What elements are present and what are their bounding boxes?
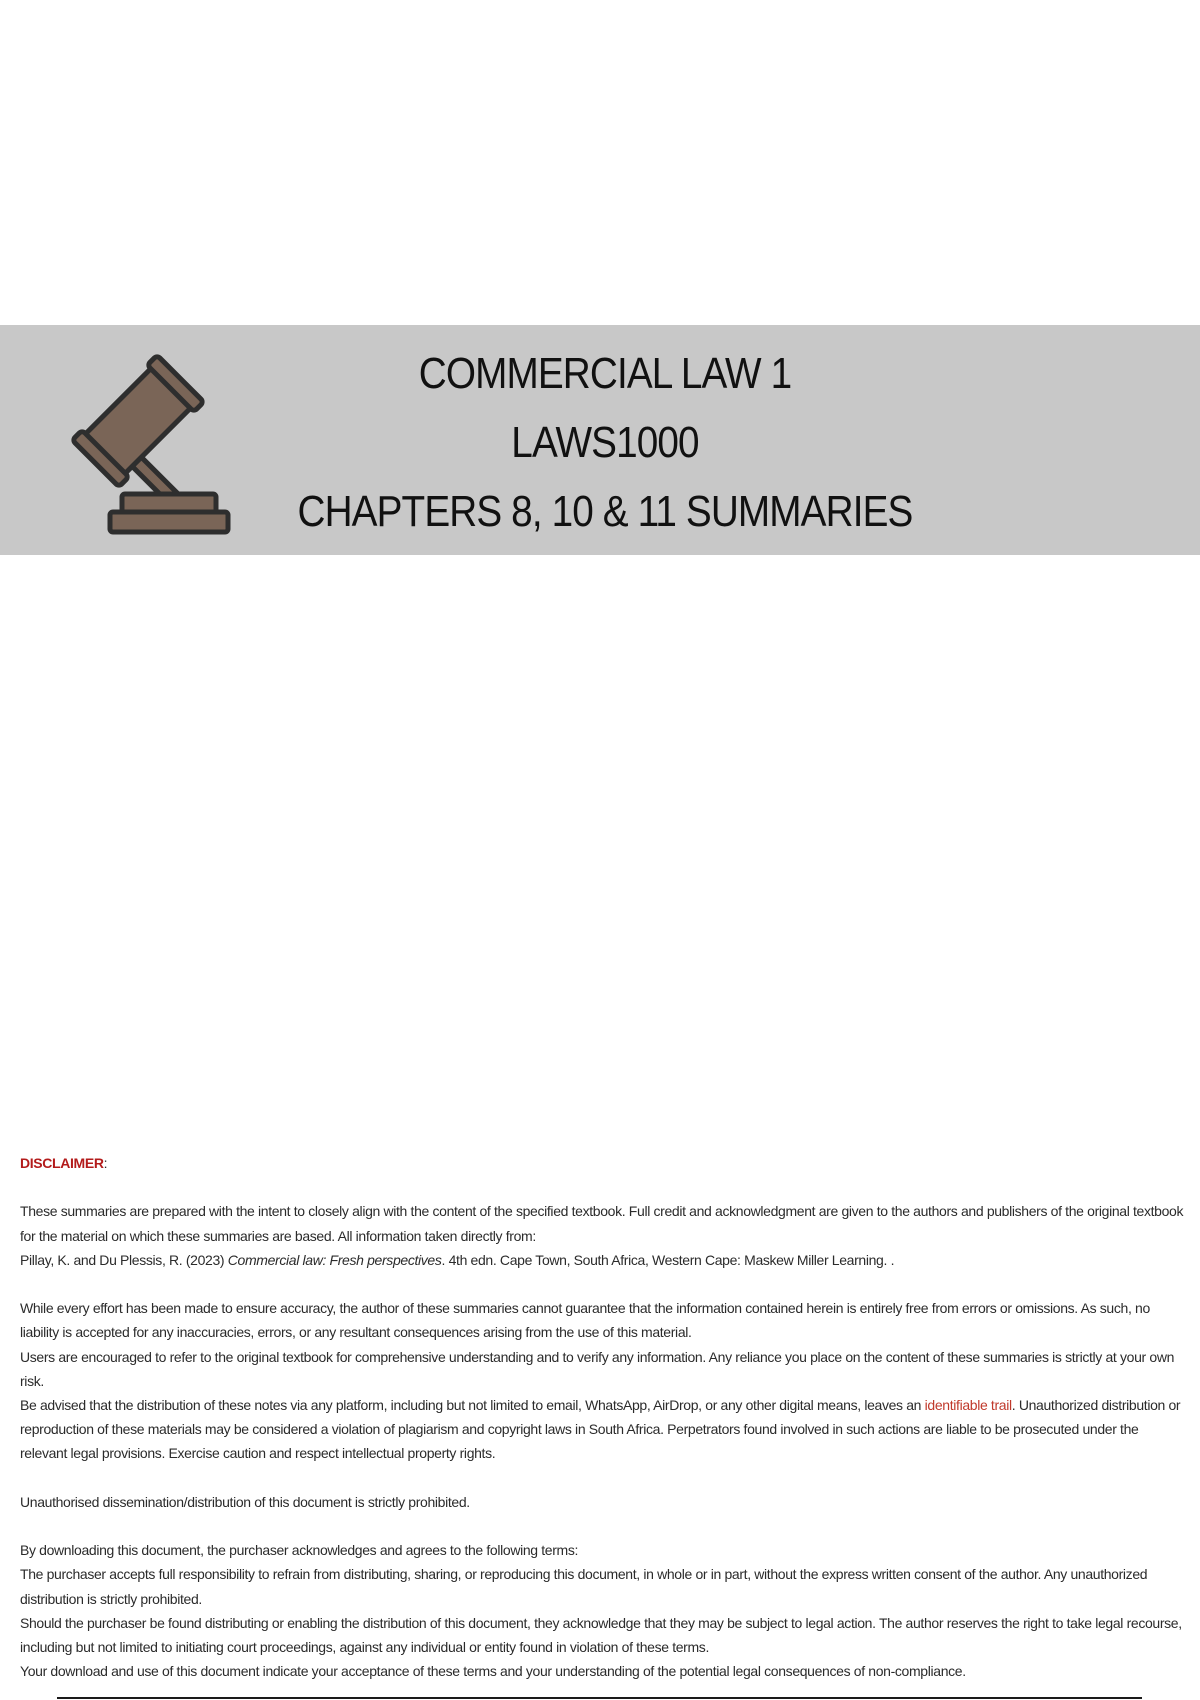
reliance-paragraph: Users are encouraged to refer to the original textbook for comprehensive understanding and to verify any information. Any reliance you place on the content of these summaries is strictly at your own risk. [20, 1348, 1175, 1389]
title-banner [0, 325, 1200, 555]
spacer [20, 1272, 1185, 1296]
spacer [20, 1466, 1185, 1490]
citation-title: Commercial law: Fresh perspectives [227, 1251, 442, 1268]
disclaimer-intro: These summaries are prepared with the intent to closely align with the content of the specified textbook. Full credit and acknowledgment are given to the authors and publishers of the original textbook for the material on which these summaries are based. All information taken directly from: [20, 1203, 1184, 1244]
acceptance-term: Your download and use of this document indicate your acceptance of these terms and your understanding of the potential legal consequences of non-compliance. [20, 1663, 966, 1680]
disclaimer-section [20, 1151, 1185, 1683]
disclaimer-heading-line [20, 1151, 1185, 1175]
accuracy-paragraph: While every effort has been made to ensure accuracy, the author of these summaries cannot guarantee that the information contained herein is entirely free from errors or omissions. As such, no liability is accepted for any inaccuracies, errors, or any resultant consequences arising from the use of this material. [20, 1300, 1150, 1341]
disclaimer-heading-colon: : [103, 1155, 108, 1171]
disclaimer-heading: DISCLAIMER [20, 1155, 104, 1171]
distribution-text-end: . Unauthorized distribution or reproduction of these materials may be considered a violation of plagiarism and copyright laws in South Africa. Perpetrators found involved in such actions are liable to be prosecuted under the relevant legal provisions. Exercise caution and respect intellectual property rights. [20, 1397, 1181, 1462]
spacer [20, 1175, 1185, 1199]
distribution-paragraph [20, 1393, 1185, 1466]
prohibition-paragraph: Unauthorised dissemination/distribution of this document is strictly prohibited. [20, 1493, 470, 1510]
citation-publisher: . 4th edn. Cape Town, South Africa, Western Cape: Maskew Miller Learning. . [441, 1251, 895, 1268]
course-code: LAWS1000 [511, 418, 699, 467]
spacer [20, 1514, 1185, 1538]
terms-intro: By downloading this document, the purchaser acknowledges and agrees to the following terms: [20, 1542, 579, 1559]
legal-action-term: Should the purchaser be found distributing or enabling the distribution of this document, they acknowledge that they may be subject to legal action. The author reserves the right to take legal recourse, including but not limited to initiating court proceedings, against any individual or entity found in violation of these terms. [20, 1614, 1182, 1655]
bottom-divider [57, 1697, 1142, 1699]
gavel-icon [28, 349, 233, 539]
identifiable-trail-highlight: identifiable trail [924, 1397, 1012, 1413]
responsibility-term: The purchaser accepts full responsibility to refrain from distributing, sharing, or reproducing this document, in whole or in part, without the express written consent of the author. Any unauthorized distribution is strictly prohibited. [20, 1566, 1148, 1607]
banner-titles [230, 339, 980, 546]
citation-authors: Pillay, K. and Du Plessis, R. (2023) [20, 1251, 228, 1268]
citation [20, 1248, 1185, 1272]
course-title: COMMERCIAL LAW 1 [418, 349, 792, 398]
distribution-text-start: Be advised that the distribution of these notes via any platform, including but not limited to email, WhatsApp, AirDrop, or any other digital means, leaves an [20, 1397, 925, 1413]
chapters-title: CHAPTERS 8, 10 & 11 SUMMARIES [297, 487, 913, 536]
